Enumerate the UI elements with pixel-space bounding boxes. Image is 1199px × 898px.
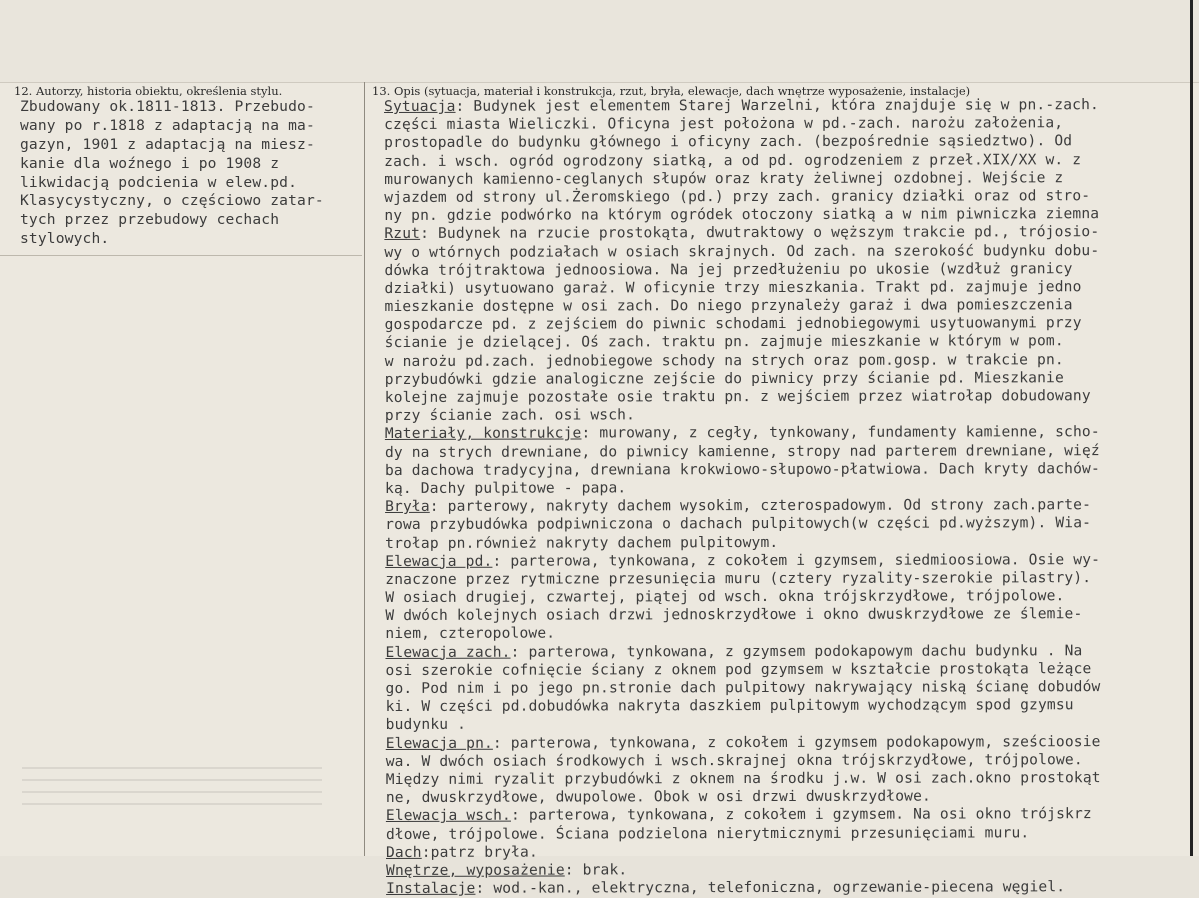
section-12-heading: 12. Autorzy, historia obiektu, określenia stylu. xyxy=(14,84,283,98)
section-13-line xyxy=(384,205,1099,225)
section-13-line xyxy=(385,514,1100,534)
section-13-text: : Budynek na rzucie prostokąta, dwutraktowy o węższym trakcie pd., trójosio- xyxy=(420,223,1100,243)
section-13-line xyxy=(385,442,1100,462)
section-13-text: osi szerokie cofnięcie ściany z oknem pod gzymsem w kształcie prostokąta leżące xyxy=(385,659,1092,679)
section-13-line xyxy=(384,260,1099,280)
section-13-text: : parterowa, tynkowana, z gzymsem podokapowym dachu budynku . Na xyxy=(510,641,1083,661)
section-13-line xyxy=(384,242,1099,262)
section-13-line xyxy=(385,369,1100,389)
section-13-line xyxy=(384,187,1099,207)
section-13-text: ba dachowa tradycyjna, drewniana krokwiowo-słupowo-płatwiowa. Dach kryty dachów- xyxy=(384,459,1100,479)
section-13-text: kolejne zajmuje pozostałe osie traktu pn. z wejściem przez wiatrołap dobudowany xyxy=(384,387,1091,406)
section-13-label: Bryła xyxy=(385,498,430,516)
section-12-body xyxy=(20,98,324,249)
section-13-line xyxy=(384,169,1099,189)
section-13-text: niem, czteropolowe. xyxy=(385,624,556,643)
faded-backside-text xyxy=(22,760,322,805)
section-13-text: dłowe, trójpolowe. Ściana podzielona nierytmicznymi przesunięciami muru. xyxy=(385,823,1030,843)
section-13-text: rowa przybudówka podpiwniczona o dachach pulpitowych(w części pd.wyższym). Wia- xyxy=(385,514,1092,534)
section-13-label: Rzut xyxy=(384,225,421,243)
section-13-line xyxy=(385,533,1100,553)
section-13-text: części miasta Wieliczki. Oficyna jest położona w pd.-zach. narożu założenia, xyxy=(384,114,1064,134)
section-13-label: Elewacja wsch. xyxy=(385,806,512,825)
section-13-text: działki) usytuowano garaż. W oficynie trzy mieszkania. Trakt pd. zajmuje jedno xyxy=(384,278,1082,297)
section-13-line xyxy=(385,314,1100,334)
section-13-line xyxy=(385,387,1100,407)
section-13-text: gospodarcze pd. z zejściem do piwnic schodami jednobiegowymi usytuowanymi przy xyxy=(384,314,1082,334)
section-13-line xyxy=(385,405,1100,425)
section-13-line xyxy=(386,678,1101,698)
section-12-line: likwidacją podcienia w elew.pd. xyxy=(20,173,298,191)
section-13-line xyxy=(384,151,1099,171)
section-13-text: w narożu pd.zach. jednobiegowe schody na strych oraz pom.gosp. w trakcie pn. xyxy=(384,350,1064,370)
section-13-label: Elewacja pn. xyxy=(385,734,493,752)
section-13-label: Elewacja pd. xyxy=(385,552,493,570)
section-13-text: wjazdem od strony ul.Żeromskiego (pd.) przy zach. granicy działki oraz od stro- xyxy=(384,187,1091,206)
section-13-text: : murowany, z cegły, tynkowany, fundamenty kamienne, scho- xyxy=(581,423,1100,442)
section-13-line xyxy=(386,696,1101,716)
section-13-label: Instalacje xyxy=(386,879,476,898)
section-13-text: dówka trójtraktowa jednoosiowa. Na jej przedłużeniu po ukosie (wzdłuż granicy xyxy=(384,259,1073,279)
section-13-label: Wnętrze, wyposażenie xyxy=(385,861,565,879)
section-12-line: Klasycystyczny, o częściowo zatar- xyxy=(20,192,324,210)
section-13-line xyxy=(385,642,1100,662)
section-13-line xyxy=(386,860,1101,880)
section-13-line xyxy=(386,842,1101,862)
section-13-text: wy o wtórnych podziałach w osiach skrajnych. Od zach. na szerokość budynku dobu- xyxy=(384,241,1100,261)
section-13-line xyxy=(385,605,1100,625)
section-12-line: tych przez przebudowy cechach xyxy=(20,211,280,229)
section-13-line xyxy=(386,787,1101,807)
section-13-label: Materiały, konstrukcje xyxy=(384,424,582,443)
section-13-text: :patrz bryła. xyxy=(421,843,538,861)
section-12-line: kanie dla woźnego i po 1908 z xyxy=(20,154,280,172)
section-13-line xyxy=(385,424,1100,444)
section-13-label: Dach xyxy=(385,843,422,861)
section-13-text: : parterowy, nakryty dachem wysokim, czterospadowym. Od strony zach.parte- xyxy=(429,496,1092,516)
section-13-line xyxy=(385,587,1100,607)
section-13-line xyxy=(385,660,1100,680)
section-13-text: ścianie je dzielącej. Oś zach. traktu pn. zajmuje mieszkanie w którym w pom. xyxy=(384,332,1064,352)
section-13-text: budynku . xyxy=(385,716,467,734)
section-12-line: Zbudowany ok.1811-1813. Przebudo- xyxy=(20,98,315,115)
section-13-label: Elewacja zach. xyxy=(385,643,511,661)
section-13-line xyxy=(386,733,1101,753)
section-13-line xyxy=(386,878,1101,898)
section-13-line xyxy=(384,278,1099,298)
section-13-text: go. Pod nim i po jego pn.stronie dach pulpitowy nakrywający niską ścianę dobudów xyxy=(385,678,1101,697)
section-13-body xyxy=(384,96,1101,898)
section-13-text: mieszkanie dostępne w osi zach. Do niego przynależy garaż i dwa pomieszczenia xyxy=(384,296,1073,316)
section-13-line xyxy=(385,624,1100,644)
section-13-text: : parterowa, tynkowana, z cokołem i gzymsem podokapowym, sześcioosie xyxy=(492,732,1101,752)
section-13-line xyxy=(385,551,1100,571)
section-13-line xyxy=(386,824,1101,844)
section-13-text: : wod.-kan., elektryczna, telefoniczna, ogrzewanie-piecena węgiel. xyxy=(475,878,1066,897)
section-13-text: murowanych kamienno-ceglanych słupów oraz kraty żeliwnej ozdobnej. Wejście z xyxy=(384,168,1064,188)
section-12-line: stylowych. xyxy=(20,230,110,248)
section-13-text: W osiach drugiej, czwartej, piątej od wsch. okna trójskrzydłowe, trójpolowe. xyxy=(385,587,1065,607)
section-13-line xyxy=(385,333,1100,353)
top-blank-band xyxy=(0,0,1199,83)
section-13-text: zach. i wsch. ogród ogrodzony siatką, a od pd. ogrodzeniem z przeł.XIX/XX w. z xyxy=(384,150,1082,170)
section-13-line xyxy=(385,460,1100,480)
section-13-text: ny pn. gdzie podwórko na którym ogródek otoczony siatką a w nim piwniczka ziemna xyxy=(384,205,1100,225)
section-13-text: ki. W części pd.dobudówka nakryta daszkiem pulpitowym wychodzącym spod gzymsu xyxy=(385,696,1074,716)
section-13-line xyxy=(385,296,1100,316)
right-edge-rule xyxy=(1190,0,1193,856)
section-13-text: : Budynek jest elementem Starej Warzelni, która znajduje się w pn.-zach. xyxy=(455,96,1099,115)
section-13-text: przy ścianie zach. osi wsch. xyxy=(384,406,636,425)
section-13-text: znaczone przez rytmiczne przesunięcia muru (cztery ryzality-szerokie pilastry). xyxy=(385,569,1092,588)
section-13-text: : parterowa, tynkowana, z cokołem i gzymsem, siedmioosiowa. Osie wy- xyxy=(492,550,1101,570)
section-13-line xyxy=(386,769,1101,789)
section-13-line xyxy=(384,133,1099,153)
left-section-rule xyxy=(0,255,362,256)
section-13-line xyxy=(385,496,1100,516)
section-13-text: : brak. xyxy=(564,861,628,879)
section-13-text: : parterowa, tynkowana, z cokołem i gzymsem. Na osi okno trójskrz xyxy=(510,805,1092,824)
section-12-line: wany po r.1818 z adaptacją na ma- xyxy=(20,116,315,134)
section-13-line xyxy=(386,715,1101,735)
section-13-line xyxy=(386,805,1101,825)
section-13-text: ne, dwuskrzydłowe, dwupolowe. Obok w osi drzwi dwuskrzydłowe. xyxy=(385,787,931,807)
section-13-text: trołap pn.również nakryty dachem pulpitowym. xyxy=(385,533,779,552)
section-13-text: wa. W dwóch osiach środkowych i wsch.skrajnej okna trójskrzydłowe, trójpolowe. xyxy=(385,750,1083,770)
section-12-line: gazyn, 1901 z adaptacją na miesz- xyxy=(20,135,315,153)
section-13-line xyxy=(384,114,1099,134)
section-13-text: przybudówki gdzie analogiczne zejście do piwnicy przy ścianie pd. Mieszkanie xyxy=(384,369,1064,388)
section-13-line xyxy=(385,478,1100,498)
section-13-text: Między nimi ryzalit przybudówki z oknem na środku j.w. W osi zach.okno prostokąt xyxy=(385,769,1101,788)
section-13-text: prostopadle do budynku głównego i oficyny zach. (bezpośrednie sąsiedztwo). Od xyxy=(384,132,1073,152)
section-13-text: ką. Dachy pulpitowe - papa. xyxy=(384,479,627,497)
section-13-text: W dwóch kolejnych osiach drzwi jednoskrzydłowe i okno dwuskrzydłowe ze ślemie- xyxy=(385,605,1083,625)
section-13-heading: 13. Opis (sytuacja, materiał i konstrukcja, rzut, bryła, elewacje, dach wnętrze wyposażenie, instalacje) xyxy=(372,84,971,98)
section-13-text: dy na strych drewniane, do piwnicy kamienne, stropy nad parterem drewniane, więź xyxy=(384,441,1100,461)
column-divider xyxy=(364,82,365,856)
section-13-label: Sytuacja xyxy=(384,97,456,115)
section-13-line xyxy=(386,751,1101,771)
section-13-line xyxy=(384,223,1099,243)
section-13-line xyxy=(385,351,1100,371)
section-13-line xyxy=(384,96,1099,116)
section-13-line xyxy=(385,569,1100,589)
